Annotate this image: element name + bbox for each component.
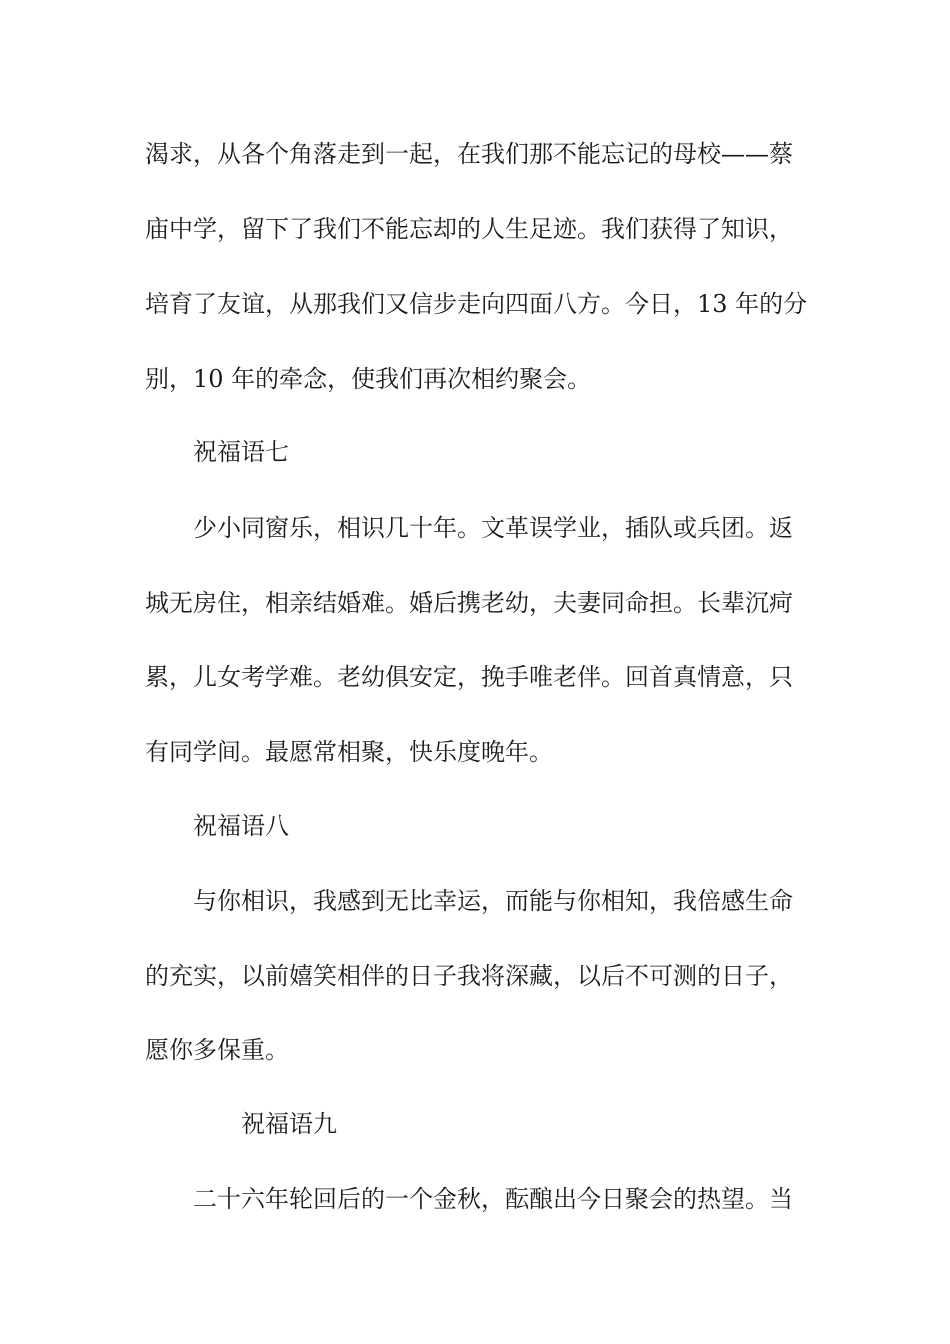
paragraph-line: 渴求，从各个角落走到一起，在我们那不能忘记的母校——蔡 (145, 140, 793, 168)
paragraph-line: 愿你多保重。 (145, 1036, 289, 1064)
section-heading: 祝福语八 (193, 812, 289, 840)
section-heading: 祝福语七 (193, 438, 289, 466)
paragraph-line: 别，10 年的牵念，使我们再次相约聚会。 (145, 365, 592, 393)
paragraph-line: 累，儿女考学难。老幼俱安定，挽手唯老伴。回首真情意，只 (145, 663, 793, 691)
paragraph-line: 有同学间。最愿常相聚，快乐度晚年。 (145, 738, 553, 766)
paragraph-line: 二十六年轮回后的一个金秋，酝酿出今日聚会的热望。当 (193, 1185, 793, 1213)
section-heading: 祝福语九 (241, 1110, 337, 1138)
paragraph-line: 的充实，以前嬉笑相伴的日子我将深藏，以后不可测的日子， (145, 962, 793, 990)
paragraph-line: 与你相识，我感到无比幸运，而能与你相知，我倍感生命 (193, 887, 793, 915)
paragraph-line: 培育了友谊，从那我们又信步走向四面八方。今日，13 年的分 (145, 290, 808, 318)
paragraph-line: 庙中学，留下了我们不能忘却的人生足迹。我们获得了知识， (145, 215, 793, 243)
paragraph-line: 少小同窗乐，相识几十年。文革误学业，插队或兵团。返 (193, 514, 793, 542)
paragraph-line: 城无房住，相亲结婚难。婚后携老幼，夫妻同命担。长辈沉疴 (145, 589, 793, 617)
